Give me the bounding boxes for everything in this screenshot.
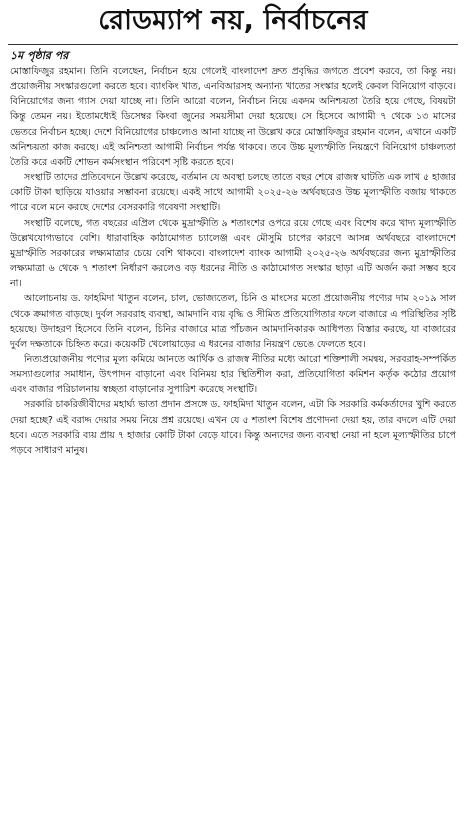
headline: রোডম্যাপ নয়, নির্বাচনের (98, 5, 368, 36)
article-body (10, 64, 456, 458)
paragraph: সরকারি চাকরিজীবীদের মহার্ঘ্য ভাতা প্রদান প্রসঙ্গে ড. ফাহমিদা খাতুন বলেন, এটা কি সরকারি কর্মকর্তাদের খুশি করতে দেয়া হচ্ছে? এই বরাদ্দ দেয়ার সময় নিয়ে প্রশ্ন রয়েছে। এখন যে ৫ শতাংশ বিশেষ প্রণোদনা দেয়া হয়, তার বদলে এটি দেয়া হবে। এতে সরকারি ব্যয় প্রায় ৭ হাজার কোটি টাকা বেড়ে যাবে। কিন্তু অন্যদের জন্য ব্যবস্থা নেয়া না হলে মূল্যস্ফীতির চাপে পড়বে সাধারণ মানুষ। (10, 399, 456, 456)
paragraph: সংস্থাটি বলেছে, গত বছরের এপ্রিল থেকে মুদ্রাস্ফীতি ৯ শতাংশের ওপরে রয়ে গেছে এবং বিশেষ করে খাদ্য মূল্যস্ফীতি উল্লেখযোগ্যভাবে বেশি। ধারাবাহিক কাঠামোগত চ্যালেঞ্জ এবং মৌসুমি চাপের কারণে আসন্ন অর্থবছরে বাংলাদেশে মুদ্রাস্ফীতি সরকারের লক্ষ্যমাত্রার চেয়ে বেশি থাকবে। বাংলাদেশ ব্যাংক আগামী ২০২৫-২৬ অর্থবছরের জন্য মুদ্রাস্ফীতির লক্ষ্যমাত্রা ৬ থেকে ৭ শতাংশ নির্ধারণ করলেও বড় ধরনের নীতি ও কাঠামোগত সংস্কার ছাড়া এটি অর্জন করা সম্ভব হবে না। (10, 217, 456, 290)
continued-from-label: ১ম পৃষ্ঠার পর (10, 49, 69, 62)
paragraph: আলোচনায় ড. ফাহমিদা খাতুন বলেন, চাল, ভোজ্যতেল, চিনি ও মাংসের মতো প্রয়োজনীয় পণ্যের দাম ২০১৯ সাল থেকে ক্রমাগত বাড়ছে। দুর্বল সরবরাহ ব্যবস্থা, আমদানি ব্যয় বৃদ্ধি ও সীমিত প্রতিযোগিতার ফলে বাজারে এ পরিস্থিতির সৃষ্টি হয়েছে। উদাহরণ হিসেবে তিনি বলেন, চিনির বাজারে মাত্র পাঁচজন আমদানিকারক আধিপত্য বিস্তার করছে, যা বাজারের দুর্বল দক্ষতাকে চিহ্নিত করে। কয়েকটি খেলোয়াড়ের এ ধরনের বাজার নিয়ন্ত্রণ ভেঙে ফেলতে হবে। (10, 293, 456, 350)
paragraph: নিত্যপ্রয়োজনীয় পণ্যের মূল্য কমিয়ে আনতে আর্থিক ও রাজস্ব নীতির মধ্যে আরো শক্তিশালী সমন্বয়, সরবরাহ-সম্পর্কিত সমস্যাগুলোর সমাধান, উৎপাদন বাড়ানো এবং বিনিময় হার স্থিতিশীল করা, প্রতিযোগিতা কমিশন কর্তৃক কঠোর প্রয়োগ এবং বাজার পরিচালনায় স্বচ্ছতা বাড়ানোর সুপারিশ করেছে সংস্থাটি। (10, 353, 456, 396)
paragraph: মোস্তাফিজুর রহমান। তিনি বলেছেন, নির্বাচন হয়ে গেলেই বাংলাদেশ দ্রুত প্রবৃদ্ধির জগতে প্রবেশ করবে, তা কিন্তু নয়। প্রয়োজনীয় সংস্কারগুলো করতে হবে। ব্যাংকিং খাত, এনবিআরসহ অন্যান্য খাতের সংস্কার হলেই কেবল বিনিয়োগ বাড়বে। বিনিয়োগের জন্য গ্যাস দেয়া যাচ্ছে না। তিনি আরো বলেন, নির্বাচন নিয়ে একদম অনিশ্চয়তা তৈরি হয়ে গেছে, বিষয়টা কিন্তু তেমন নয়। ইতোমধ্যেই ডিসেম্বর কিংবা জুনের সময়সীমা দেয়া হয়েছে। সে হিসেবে আগামী ৭ থেকে ১৩ মাসের ভেতরে নির্বাচন হচ্ছে। দেশে বিনিয়োগের চাঞ্চল্যেও আনা যাচ্ছে না উল্লেখ করে মোস্তাফিজুর রহমান বলেন, এখানে একটি অনিশ্চয়তা কাজ করছে। এই অনিশ্চতা আগামী নির্বাচন পর্যন্ত থাকবে। তবে উচ্চ মূল্যস্ফীতি নিয়ন্ত্রণে বিনিয়োগ চাঞ্চল্যতা তৈরি করে একটি শোভন কর্মসংস্থান পরিবেশ সৃষ্টি করতে হবে। (10, 66, 456, 168)
headline-rule (8, 44, 458, 45)
paragraph: সংস্থাটি তাদের প্রতিবেদনে উল্লেখ করেছে, বর্তমান যে অবস্থা চলছে তাতে বছর শেষে রাজস্ব ঘাটতি এক লাখ ৫ হাজার কোটি টাকা ছাড়িয়ে যাওয়ার সম্ভাবনা রয়েছে। একই সাথে আগামী ২০২৫-২৬ অর্থবছরেও উচ্চ মূল্যস্ফীতি বজায় থাকতে পারে বলে মনে করছে দেশের বেসরকারি গবেষণা সংস্থাটি। (10, 172, 456, 214)
